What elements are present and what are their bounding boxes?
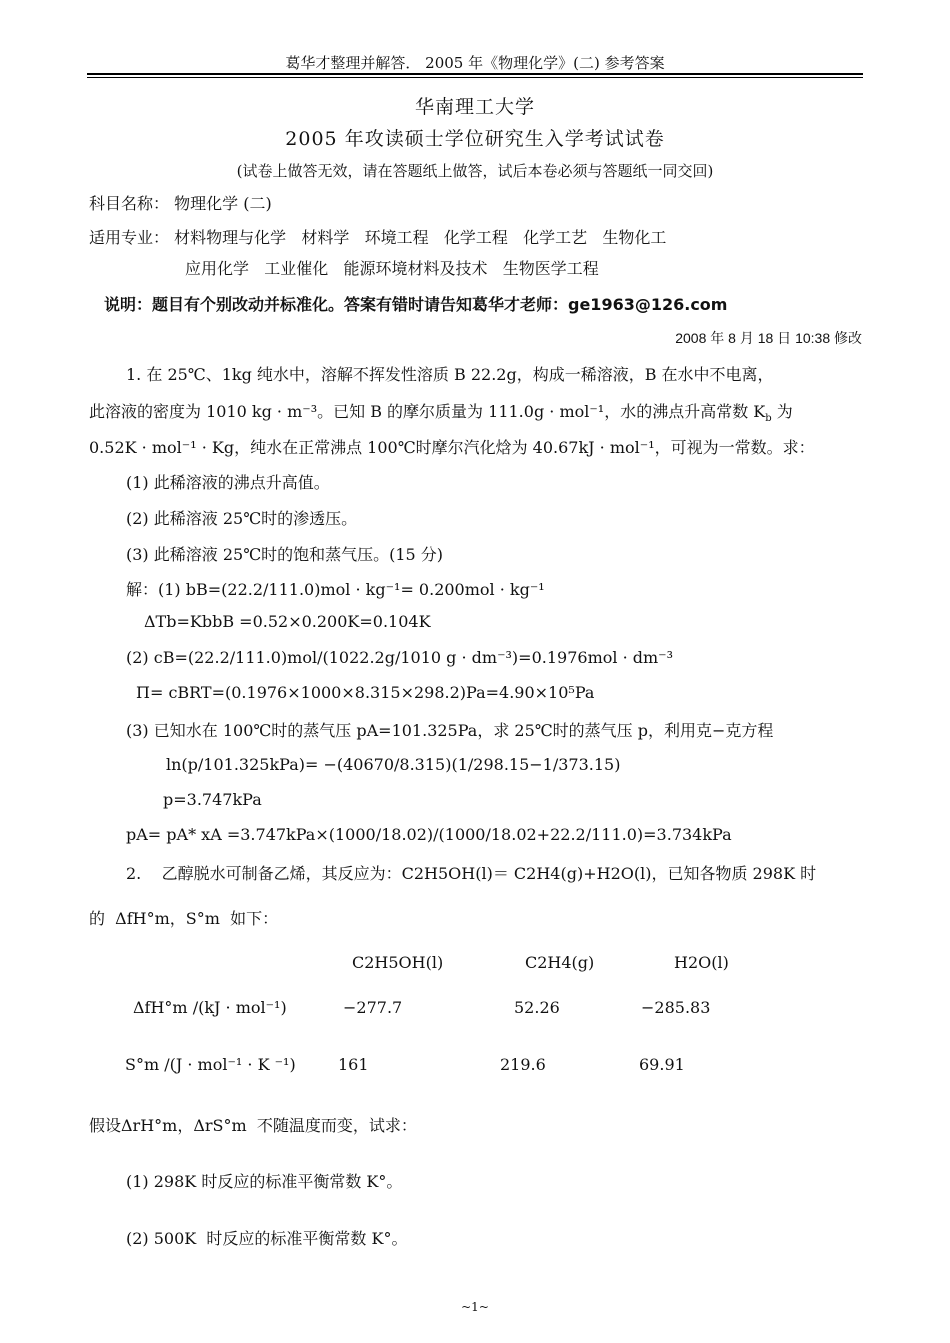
q1-kb-subscript: b — [765, 413, 772, 425]
q1-solution-2b: Π= cBRT=(0.1976×1000×8.315×298.2)Pa=4.90×10⁵Pa — [136, 683, 595, 702]
q1-solution-3a: (3) 已知水在 100℃时的蒸气压 pA=101.325Pa，求 25℃时的蒸气压 p，利用克−克方程 — [126, 721, 774, 740]
modified-timestamp: 2008 年 8 月 18 日 10:38 修改 — [675, 330, 862, 346]
table-cell: 161 — [338, 1055, 369, 1074]
q2-line-1: 2. 乙醇脱水可制备乙烯，其反应为：C2H5OH(l)＝ C2H4(g)+H2O(l)，已知各物质 298K 时 — [126, 864, 817, 883]
q1-item-2: (2) 此稀溶液 25℃时的渗透压。 — [126, 509, 358, 528]
subject-value: 物理化学 (二) — [174, 194, 272, 213]
q1-item-1: (1) 此稀溶液的沸点升高值。 — [126, 473, 330, 492]
q1-line-3: 0.52K · mol⁻¹ · Kg，纯水在正常沸点 100℃时摩尔汽化焓为 40.67kJ · mol⁻¹，可视为一常数。求： — [89, 438, 815, 457]
table-col-water: H2O(l) — [674, 953, 729, 972]
table-row-enthalpy-label: ΔfH°m /(kJ · mol⁻¹) — [133, 998, 287, 1017]
page-number: ~1~ — [461, 1300, 489, 1314]
q1-solution-2a: (2) cB=(22.2/111.0)mol/(1022.2g/1010 g · dm⁻³)=0.1976mol · dm⁻³ — [126, 648, 674, 667]
majors-label: 适用专业： — [89, 228, 170, 247]
table-cell: −277.7 — [343, 998, 403, 1017]
q1-line-2-text: 此溶液的密度为 1010 kg · m⁻³。已知 B 的摩尔质量为 111.0g · mol⁻¹，水的沸点升高常数 K — [89, 402, 766, 421]
q1-item-3: (3) 此稀溶液 25℃时的饱和蒸气压。(15 分) — [126, 545, 444, 564]
majors-list-1: 材料物理与化学 材料学 环境工程 化学工程 化学工艺 生物化工 — [174, 228, 667, 247]
table-cell: 52.26 — [514, 998, 560, 1017]
q2-item-2: (2) 500K 时反应的标准平衡常数 K°。 — [126, 1229, 408, 1248]
q1-line-2 — [89, 399, 793, 424]
q1-line-1: 1. 在 25℃、1kg 纯水中，溶解不挥发性溶质 B 22.2g，构成一稀溶液，B 在水中不电离， — [126, 365, 774, 384]
subject-label: 科目名称： — [89, 194, 170, 213]
header-rule-thin — [87, 77, 863, 78]
explanation-note: 说明：题目有个别改动并标准化。答案有错时请告知葛华才老师：ge1963@126.com — [104, 295, 728, 314]
q2-item-1: (1) 298K 时反应的标准平衡常数 K°。 — [126, 1172, 403, 1191]
table-cell: −285.83 — [641, 998, 711, 1017]
q1-solution-3c: p=3.747kPa — [163, 790, 262, 809]
q1-line-2-end: 为 — [771, 402, 793, 421]
q2-line-2: 的 ΔfH°m，S°m 如下： — [89, 909, 279, 928]
table-col-ethylene: C2H4(g) — [525, 953, 595, 972]
majors-list-2: 应用化学 工业催化 能源环境材料及技术 生物医学工程 — [185, 259, 599, 278]
q2-assumption: 假设ΔrH°m，ΔrS°m 不随温度而变，试求： — [89, 1116, 417, 1135]
subject-line — [89, 191, 272, 214]
university-title: 华南理工大学 — [414, 96, 535, 118]
table-col-ethanol: C2H5OH(l) — [352, 953, 444, 972]
q1-solution-1b: ΔTb=KbbB =0.52×0.200K=0.104K — [144, 612, 431, 631]
table-cell: 69.91 — [639, 1055, 685, 1074]
q1-solution-1a: 解：(1) bB=(22.2/111.0)mol · kg⁻¹= 0.200mol · kg⁻¹ — [126, 580, 545, 599]
running-header: 葛华才整理并解答． 2005 年《物理化学》(二) 参考答案 — [285, 54, 665, 72]
exam-title: 2005 年攻读硕士学位研究生入学考试试卷 — [285, 128, 665, 150]
majors-line — [89, 225, 666, 248]
exam-notice: (试卷上做答无效，请在答题纸上做答，试后本卷必须与答题纸一同交回) — [236, 162, 714, 180]
table-row-entropy-label: S°m /(J · mol⁻¹ · K ⁻¹) — [125, 1055, 296, 1074]
header-rule-thick — [87, 73, 863, 75]
table-cell: 219.6 — [500, 1055, 546, 1074]
q1-solution-3d: pA= pA* xA =3.747kPa×(1000/18.02)/(1000/18.02+22.2/111.0)=3.734kPa — [126, 825, 732, 844]
q1-solution-3b: ln(p/101.325kPa)= −(40670/8.315)(1/298.15−1/373.15) — [166, 755, 621, 774]
